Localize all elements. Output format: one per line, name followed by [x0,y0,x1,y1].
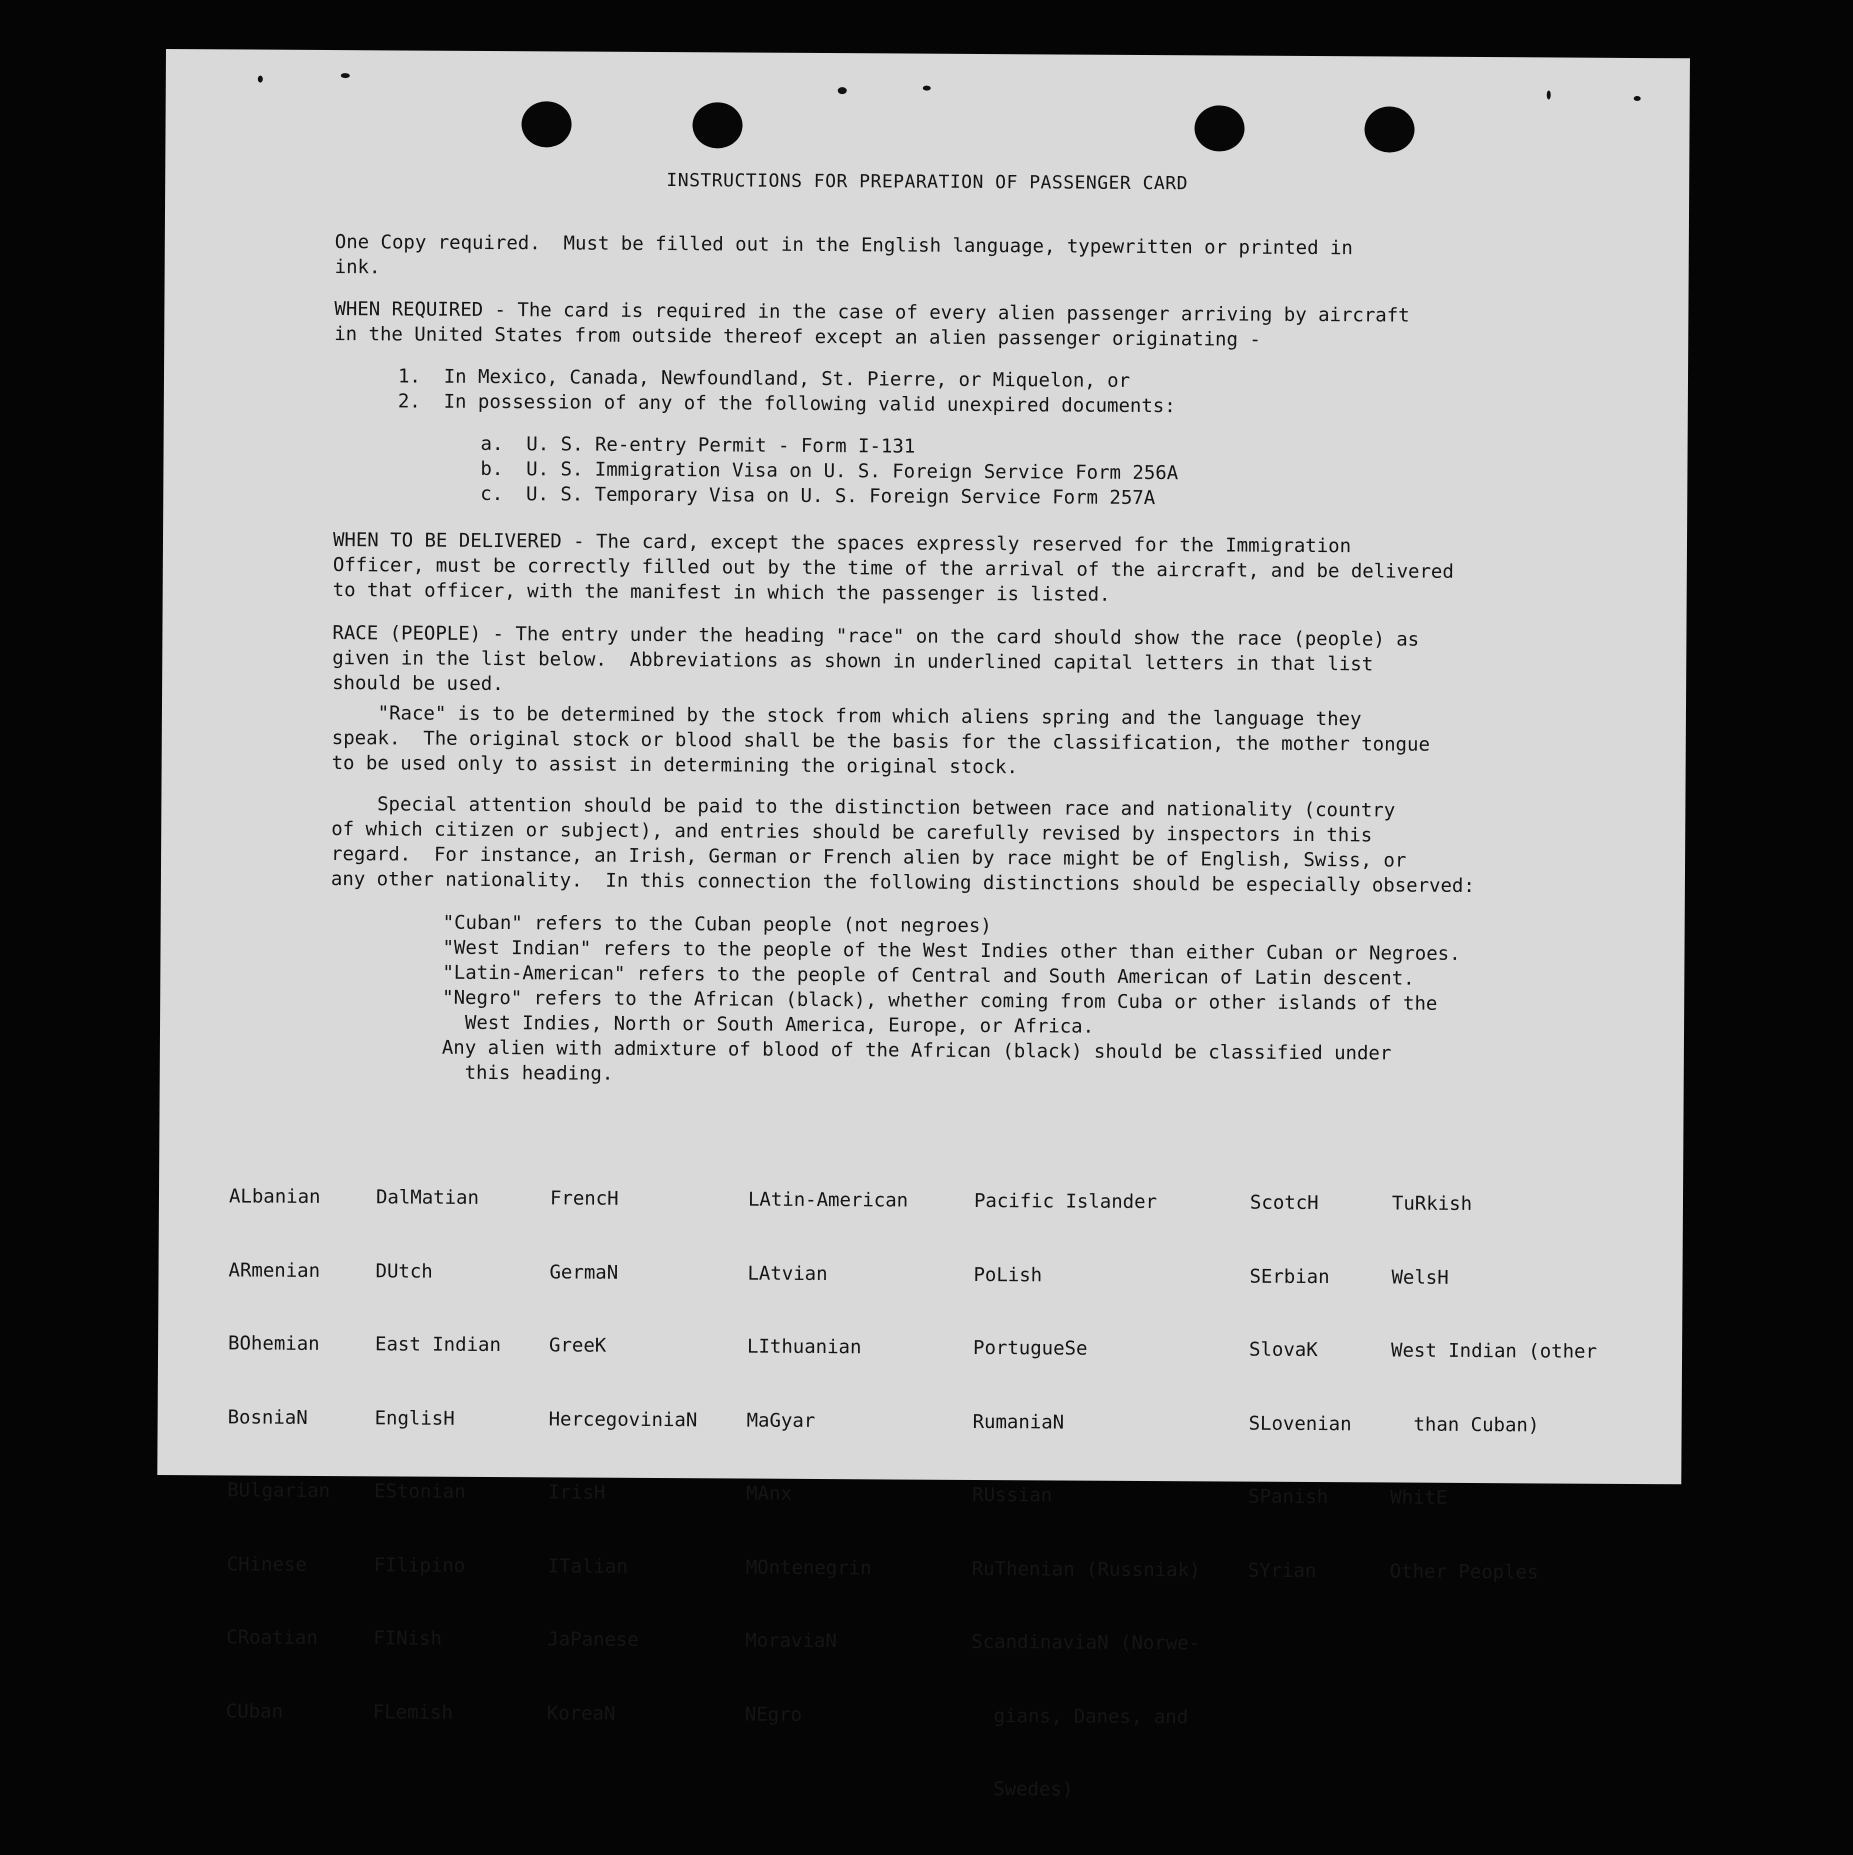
race-definition-paragraph: "Race" is to be determined by the stock from which aliens spring and the language they speak. The original stock or blood shall be the basis for the classification, the mother tongue to be used only to assist in determining the original stock. [331,702,1430,779]
ink-speck [838,87,847,94]
race-item: EnglisH [374,1406,455,1430]
race-paragraph: RACE (PEOPLE) - The entry under the heading "race" on the card should show the race (people) as given in the list below. Abbreviations as shown in underlined capital letters in that list should be used. [332,622,1420,696]
race-item: PoLish [973,1263,1043,1286]
race-column-4 [744,1139,908,1777]
race-item: GreeK [549,1334,607,1357]
race-item: PortugueSe [973,1336,1088,1360]
punch-hole-1 [521,101,571,147]
race-item: WelsH [1391,1266,1449,1289]
race-item: SPanish [1248,1485,1329,1509]
race-item: SErbian [1249,1265,1330,1288]
race-item: CHinese [226,1552,307,1576]
race-item: FINish [373,1627,443,1650]
race-item: MoraviaN [745,1629,837,1653]
when-delivered-paragraph: WHEN TO BE DELIVERED - The card, except the spaces expressly reserved for the Immigration Officer, must be correctly filled out by the time of the arrival of the aircraft, and be delivered to that officer, with the manifest in which the passenger is listed. [332,529,1454,606]
race-item: GermaN [549,1260,619,1284]
race-item: FrencH [549,1187,619,1210]
special-attention-paragraph: Special attention should be paid to the distinction between race and nationality (country of which citizen or subject), and entries should be carefully revised by inspectors in this regard. For instance, an Irish, German or French alien by race might be of English, Swiss, or any other nationality. In this connection the following distinctions should be especially observed: [330,793,1475,898]
race-item: LIthuanian [747,1335,862,1359]
race-item: LAtin-American [747,1188,909,1212]
race-item: SlovaK [1249,1338,1318,1362]
race-item: IrisH [548,1481,606,1504]
race-column-3 [546,1137,699,1775]
race-item: RumaniaN [972,1410,1065,1434]
ink-speck [258,76,263,83]
race-item: RuThenian (Russniak) [971,1557,1201,1581]
punch-hole-3 [1194,105,1244,151]
race-item: gians, Danes, and [970,1704,1189,1728]
race-column-6 [1247,1142,1353,1633]
race-item: MaGyar [746,1409,816,1432]
document-title: INSTRUCTIONS FOR PREPARATION OF PASSENGER CARD [666,170,1189,195]
race-item: HercegoviniaN [548,1407,698,1431]
race-item: RUssian [972,1483,1053,1507]
race-item: ITalian [547,1554,628,1578]
race-item: JaPanese [547,1628,639,1651]
race-column-5 [970,1140,1203,1852]
race-column-2 [372,1136,502,1774]
race-item: ALbanian [228,1185,321,1208]
race-item: WhitE [1390,1486,1448,1509]
race-item: Other Peoples [1389,1560,1539,1583]
race-column-7 [1389,1143,1598,1634]
race-item: CUban [225,1699,284,1723]
race-item: LAtvian [747,1262,828,1285]
race-item: DalMatian [375,1186,480,1209]
race-item: EStonian [374,1480,466,1503]
race-item: MOntenegrin [745,1556,872,1579]
race-item: ScotcH [1249,1191,1319,1215]
race-item: than Cuban) [1390,1413,1540,1436]
when-required-paragraph: WHEN REQUIRED - The card is required in the case of every alien passenger arriving by aircraft in the United States from outside thereof except an alien passenger originating - [334,298,1410,351]
documents-list: a. U. S. Re-entry Permit - Form I-131 b. U. S. Immigration Visa on U. S. Foreign Service Form 256A c. U. S. Temporary Visa on U. S. Foreign Service Form 257A [480,432,1179,510]
race-item: BUlgarian [227,1479,331,1503]
race-item: ScandinaviaN (Norwe- [971,1630,1201,1655]
race-item: TuRkish [1391,1192,1473,1215]
exceptions-list: 1. In Mexico, Canada, Newfoundland, St. Pierre, or Miquelon, or 2. In possession of any of the following valid unexpired documents: [397,365,1176,418]
ink-speck [341,73,350,78]
race-item: KoreaN [546,1701,616,1725]
punch-hole-4 [1364,106,1414,152]
race-item: BosniaN [227,1405,308,1429]
race-item: FLemish [372,1700,453,1724]
race-item: NEgro [744,1703,803,1726]
ink-speck [923,86,931,91]
race-item: Swedes) [970,1777,1074,1801]
race-item: SLovenian [1248,1412,1352,1435]
race-item: BOhemian [228,1332,320,1355]
race-item: DUtch [375,1259,433,1283]
document-page [157,49,1690,1801]
race-item: Pacific Islander [973,1189,1158,1214]
race-item: MAnx [746,1482,793,1505]
race-item: West Indian (other [1391,1339,1598,1363]
punch-hole-2 [692,102,742,148]
intro-paragraph: One Copy required. Must be filled out in the English language, typewritten or printed in ink. [334,231,1353,279]
race-column-1 [225,1135,332,1773]
race-item: SYrian [1247,1559,1317,1582]
distinctions-list: "Cuban" refers to the Cuban people (not negroes) "West Indian" refers to the people of the West Indies other than either Cuban or Negroes. "Latin-American" refers to the people of Central and South American of Latin descent. "Negro" refers to the African (black), whether coming from Cuba or other islands of the West Indies, North or South America, Europe, or Africa. Any alien with admixture of blood of the African (black) should be classified under this heading. [441,911,1461,1085]
ink-speck [1547,90,1551,99]
race-item: East Indian [375,1333,501,1357]
race-item: ARmenian [228,1258,321,1282]
ink-speck [1634,96,1641,101]
race-item: FIlipino [373,1553,466,1577]
race-item: CRoatian [226,1626,318,1649]
